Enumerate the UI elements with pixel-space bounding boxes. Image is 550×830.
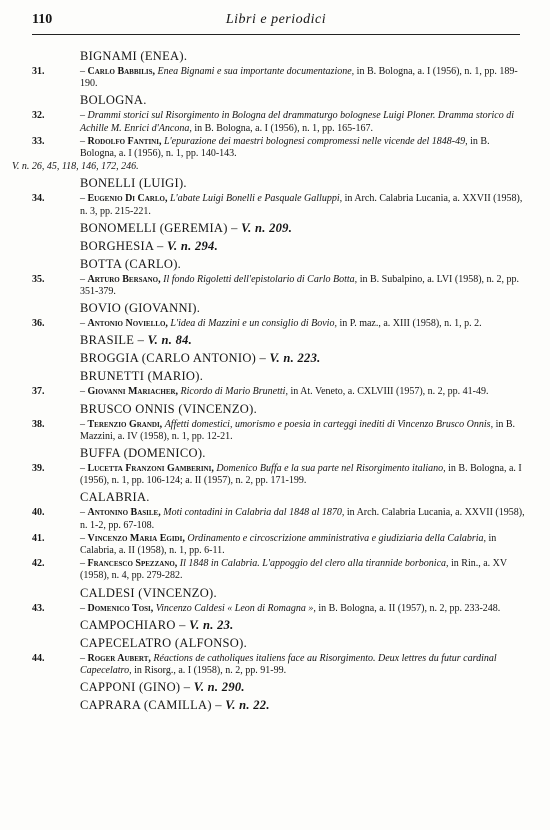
entry-number: 34. — [32, 193, 45, 205]
entry-author: Antonio Noviello, — [87, 318, 168, 330]
entry-number: 41. — [32, 532, 45, 544]
entry-publication: in B. Bologna, a. I (1956), n. 1, pp. 106-124; a. II (1957), n. 2, pp. 171-199. — [80, 463, 522, 487]
subject-heading — [0, 49, 550, 64]
cross-reference: V. n. 26, 45, 118, 146, 172, 246. — [12, 161, 139, 173]
subject-heading — [0, 239, 550, 254]
header-rule — [32, 34, 520, 35]
entry-author: Lucetta Franzoni Gamberini, — [87, 463, 214, 475]
cross-reference: V. n. 223. — [269, 351, 321, 366]
entry-title: L'idea di Mazzini e un consiglio di Bovio, — [170, 318, 337, 330]
entry-author: Antonino Basile, — [87, 507, 161, 519]
entry-title: Ricordo di Mario Brunetti, — [180, 386, 288, 398]
entry-publication: in B. Bologna, a. I (1956), n. 1, pp. 140-143. — [80, 135, 490, 160]
subject-heading — [0, 402, 550, 417]
bibliography-entry: 40. – Antonino Basile, Moti contadini in Calabria dal 1848 al 1870, in Arch. Calabria Lucania, a. XXVII (1958), n. 1-2, pp. 67-108. — [32, 507, 525, 531]
entry-cross-reference — [0, 161, 550, 173]
entry-title: Moti contadini in Calabria dal 1848 al 1870, — [163, 507, 345, 519]
bibliography-entry: 36. – Antonio Noviello, L'idea di Mazzini e un consiglio di Bovio, in P. maz., a. XIII (1958), n. 1, p. 2. — [32, 318, 482, 330]
entry-author: Rodolfo Fantini, — [87, 135, 162, 147]
cross-reference: V. n. 294. — [166, 238, 219, 253]
entry-author: Domenico Tosi, — [87, 602, 154, 614]
entry-title: Vincenzo Caldesi « Leon di Romagna », — [155, 602, 316, 614]
entry-number: 37. — [32, 386, 45, 398]
entry-number: 44. — [32, 652, 45, 664]
page-header — [32, 12, 520, 32]
entry-number: 31. — [32, 66, 45, 77]
heading-text: BOLOGNA. — [80, 93, 147, 108]
entry-author: Arturo Bersano, — [87, 273, 161, 285]
entry-number: 33. — [32, 135, 45, 147]
entry-publication: in Risorg., a. I (1958), n. 2, pp. 91-99. — [134, 665, 287, 677]
bibliography-entry: 38. – Terenzio Grandi, Affetti domestici, umorismo e poesia in carteggi inediti di Vincenzo Brusco Onnis, in B. Mazzini, a. IV (1958), n. 1, pp. 12-21. — [32, 418, 516, 442]
heading-text: BUFFA (DOMENICO). — [80, 446, 206, 461]
heading-text: CAPPONI (GINO) – — [80, 680, 191, 695]
entry-title: Domenico Buffa e la sua parte nel Risorgimento italiano, — [216, 463, 446, 475]
entry-publication: in B. Subalpino, a. LVI (1958), n. 2, pp. 351-379. — [80, 273, 520, 298]
subject-heading — [0, 586, 550, 601]
cross-reference: V. n. 23. — [189, 617, 234, 632]
bibliography-entry: 31. – Carlo Babbilis, Enea Bignami e sua importante documentazione, in B. Bologna, a. I (1956), n. 1, pp. 189-190. — [32, 66, 518, 90]
bibliography-entry: 41. – Vincenzo Maria Egidi, Ordinamento e circoscrizione amministrativa e giudiziaria della Calabria, in Calabria, a. II (1958), n. 1, pp. 6-11. — [32, 532, 497, 557]
heading-text: BRUNETTI (MARIO). — [80, 369, 204, 384]
subject-heading — [0, 446, 550, 461]
cross-reference: V. n. 84. — [147, 333, 193, 348]
heading-text: BRASILE – — [80, 333, 145, 348]
entry-publication: in At. Veneto, a. CXLVIII (1957), n. 2, pp. 41-49. — [290, 386, 489, 398]
entry-author: Giovanni Mariacher, — [87, 386, 179, 398]
subject-heading — [0, 698, 550, 713]
entry-title: Enea Bignami e sua importante documentazione, — [157, 66, 355, 77]
entry-number: 40. — [32, 507, 45, 519]
entry-author: Francesco Spezzano, — [87, 558, 178, 570]
bibliography-entry: 44. – Roger Aubert, Réactions de catholiques italiens face au Risorgimento. Deux lettres du futur cardinal Capecelatro, in Risorg., a. I (1958), n. 2, pp. 91-99. — [32, 652, 497, 677]
subject-heading — [0, 221, 550, 236]
running-title: Libri e periodici — [225, 12, 327, 27]
entry-author: Terenzio Grandi, — [87, 418, 163, 430]
entry-publication: in Arch. Calabria Lucania, a. XXVII (1958), n. 1-2, pp. 67-108. — [80, 507, 525, 531]
entry-title: L'abate Luigi Bonelli e Pasquale Galluppi, — [169, 193, 343, 205]
bibliography-entry: 43. – Domenico Tosi, Vincenzo Caldesi « Leon di Romagna », in B. Bologna, a. II (1957), n. 2, pp. 233-248. — [32, 602, 501, 614]
bibliography-entry: 32. – Drammi storici sul Risorgimento in Bologna del drammaturgo bolognese Luigi Ploner. Dramma storico di Achille M. Enrici d'Ancona, in B. Bologna, a. I (1956), n. 1, pp. 165-167. — [32, 110, 514, 134]
heading-text: BONOMELLI (GEREMIA) – — [80, 220, 238, 235]
heading-text: BOVIO (GIOVANNI). — [80, 301, 201, 316]
subject-heading — [0, 490, 550, 505]
entry-title: Il 1848 in Calabria. L'appoggio del clero alla tirannide borbonica, — [179, 558, 449, 570]
subject-heading — [0, 351, 550, 366]
entry-number: 39. — [32, 463, 45, 475]
bibliography-entry: 42. – Francesco Spezzano, Il 1848 in Calabria. L'appoggio del clero alla tirannide borbonica, in Rin., a. XV (1958), n. 4, pp. 279-282. — [32, 558, 507, 582]
entry-publication: in Arch. Calabria Lucania, a. XXVII (1958), n. 3, pp. 215-221. — [80, 193, 523, 217]
entry-author: Roger Aubert, — [87, 652, 151, 664]
entry-number: 32. — [32, 110, 45, 122]
entry-title: Drammi storici sul Risorgimento in Bologna del drammaturgo bolognese Luigi Ploner. Dramma storico di Achille M. Enrici d'Ancona, — [80, 110, 514, 134]
entry-number: 38. — [32, 418, 45, 430]
entry-number: 42. — [32, 558, 45, 570]
heading-text: CAPECELATRO (ALFONSO). — [80, 635, 248, 650]
subject-heading — [0, 618, 550, 633]
heading-text: CALDESI (VINCENZO). — [80, 585, 217, 600]
page-number: 110 — [32, 12, 53, 27]
entry-author: Eugenio Di Carlo, — [87, 193, 168, 205]
entry-author: Vincenzo Maria Egidi, — [87, 532, 185, 544]
entry-publication: in B. Bologna, a. I (1956), n. 1, pp. 189-190. — [80, 66, 518, 90]
subject-heading — [0, 93, 550, 108]
entry-number: 36. — [32, 318, 45, 330]
subject-heading — [0, 333, 550, 348]
heading-text: CALABRIA. — [80, 490, 150, 505]
subject-heading — [0, 176, 550, 191]
entry-publication: in B. Bologna, a. II (1957), n. 2, pp. 233-248. — [318, 602, 501, 614]
subject-heading — [0, 369, 550, 384]
bibliography-entry: 34. – Eugenio Di Carlo, L'abate Luigi Bonelli e Pasquale Galluppi, in Arch. Calabria Lucania, a. XXVII (1958), n. 3, pp. 215-221. — [32, 193, 523, 217]
bibliography-list — [0, 46, 550, 715]
bibliography-entry: 39. – Lucetta Franzoni Gamberini, Domenico Buffa e la sua parte nel Risorgimento italiano, in B. Bologna, a. I (1956), n. 1, pp. 106-124; a. II (1957), n. 2, pp. 171-199. — [32, 463, 522, 487]
cross-reference: V. n. 22. — [225, 698, 270, 713]
entry-title: Réactions de catholiques italiens face au Risorgimento. Deux lettres du futur cardinal Capecelatro, — [80, 652, 497, 677]
entry-title: Il fondo Rigoletti dell'epistolario di Carlo Botta, — [163, 273, 358, 285]
bibliography-entry: 35. – Arturo Bersano, Il fondo Rigoletti dell'epistolario di Carlo Botta, in B. Subalpino, a. LVI (1958), n. 2, pp. 351-379. — [32, 273, 520, 298]
heading-text: BOTTA (CARLO). — [80, 256, 182, 271]
entry-publication: in Calabria, a. II (1958), n. 1, pp. 6-11. — [80, 532, 497, 557]
entry-publication: in B. Mazzini, a. IV (1958), n. 1, pp. 12-21. — [80, 418, 516, 442]
entry-title: L'epurazione dei maestri bolognesi compromessi nelle vicende del 1848-49, — [163, 135, 468, 147]
heading-text: CAPRARA (CAMILLA) – — [80, 698, 222, 713]
bibliography-entry: 33. – Rodolfo Fantini, L'epurazione dei maestri bolognesi compromessi nelle vicende del 1848-49, in B. Bologna, a. I (1956), n. 1, pp. 140-143. — [32, 135, 490, 160]
entry-number: 35. — [32, 273, 45, 285]
subject-heading — [0, 680, 550, 695]
bibliography-entry: 37. – Giovanni Mariacher, Ricordo di Mario Brunetti, in At. Veneto, a. CXLVIII (1957), n. 2, pp. 41-49. — [32, 386, 489, 398]
entry-publication: in Rin., a. XV (1958), n. 4, pp. 279-282. — [80, 558, 507, 582]
entry-number: 43. — [32, 602, 45, 614]
cross-reference: V. n. 290. — [193, 680, 245, 695]
entry-publication: in P. maz., a. XIII (1958), n. 1, p. 2. — [339, 318, 482, 330]
heading-text: BRUSCO ONNIS (VINCENZO). — [80, 401, 257, 416]
subject-heading — [0, 636, 550, 651]
subject-heading — [0, 257, 550, 272]
heading-text: BORGHESIA – — [80, 238, 164, 253]
subject-heading — [0, 301, 550, 316]
heading-text: BROGGIA (CARLO ANTONIO) – — [80, 351, 267, 366]
cross-reference: V. n. 209. — [241, 220, 293, 235]
heading-text: CAMPOCHIARO – — [80, 617, 186, 632]
entry-publication: in B. Bologna, a. I (1956), n. 1, pp. 165-167. — [194, 122, 373, 134]
heading-text: BIGNAMI (ENEA). — [80, 49, 188, 63]
entry-title: Affetti domestici, umorismo e poesia in carteggi inediti di Vincenzo Brusco Onnis, — [164, 418, 494, 430]
entry-author: Carlo Babbilis, — [87, 66, 156, 77]
entry-title: Ordinamento e circoscrizione amministrativa e giudiziaria della Calabria, — [187, 532, 487, 544]
heading-text: BONELLI (LUIGI). — [80, 176, 187, 191]
